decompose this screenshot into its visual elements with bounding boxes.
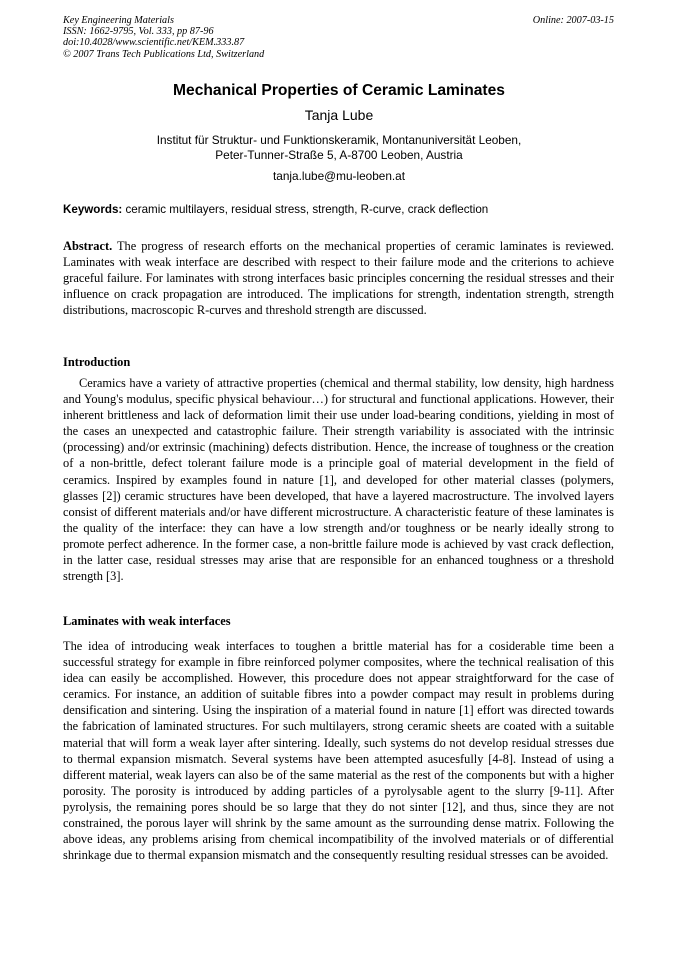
author-name: Tanja Lube xyxy=(304,107,374,123)
journal-doi: doi:10.4028/www.scientific.net/KEM.333.87 xyxy=(63,37,245,49)
abstract xyxy=(63,238,614,318)
journal-header xyxy=(63,15,264,60)
journal-name: Key Engineering Materials xyxy=(63,15,174,26)
affiliation xyxy=(0,133,678,163)
abstract-label: Abstract. xyxy=(63,239,113,253)
journal-copyright: © 2007 Trans Tech Publications Ltd, Switzerland xyxy=(63,48,265,60)
author-email: tanja.lube@mu-leoben.at xyxy=(273,169,405,183)
keywords-label: Keywords: xyxy=(63,203,123,216)
journal-issn: ISSN: 1662-9795, Vol. 333, pp 87-96 xyxy=(63,26,214,38)
introduction-paragraph: Ceramics have a variety of attractive properties (chemical and thermal stability, low density, high hardness and Young's modulus, specific physical behaviour…) for structural and functional applications. However, their inherent brittleness and lack of deformation limit their use under load-bearing conditions, yielding in most of the cases an unexpected and catastrophic failure. Their strength variability is associated with the intrinsic (processing) and/or extrinsic (machining) defects distribution. Hence, the increase of toughness or the creation of a non-brittle, defect tolerant failure mode is a principle goal of material development in the field of ceramics. Inspired by examples found in nature [1], and developed for other material classes (polymers, glasses [2]) ceramic structures have been developed, that have a layered macrostructure. The involved layers consist of different materials and/or have different microstructure. A characteristic feature of these laminates is the quality of the interface: they can have a low strength and/or toughness or be nearly ideally strong to promote perfect adherence. In the former case, a non-brittle failure mode is achieved by vast crack deflection, in the latter case, residual stresses may arise that are responsible for an enhanced toughness or a threshold strength [3]. xyxy=(63,376,614,584)
paper-title: Mechanical Properties of Ceramic Laminates xyxy=(173,82,505,99)
keywords xyxy=(63,203,488,217)
weak-interfaces-heading: Laminates with weak interfaces xyxy=(63,614,231,628)
abstract-text: The progress of research efforts on the mechanical properties of ceramic laminates is reviewed. Laminates with weak interface are described with respect to their failure mode and the criterions to achieve graceful failure. For laminates with strong interfaces basic principles concerning the residual stresses and their influence on crack propagation are introduced. The implications for strength, indentation strength, strength distributions, macroscopic R-curves and threshold strength are discussed. xyxy=(63,239,614,318)
weak-interfaces-paragraph: The idea of introducing weak interfaces to toughen a brittle material has for a cosiderable time been a successful strategy for example in fibre reinforced polymer composites, where the technical realisation of this idea can easily be accomplished. However, this procedure does not appear straightforward for the case of ceramics. For instance, an addition of suitable fibres into a powder compact may result in problems during densification and sintering. Using the inspiration of a material found in nature [1] effort was directed towards the fabrication of laminated structures. For such multilayers, strong ceramic sheets are coated with a suitable material that will form a weak layer after sintering. Ideally, such systems do not develop residual stresses due to thermal expansion mismatch. Several systems have been attempted asucesfully [4-8]. Instead of using a different material, weak layers can also be of the same material as the rest of the components but with a higher porosity. The porosity is introduced by adding particles of a pyrolysable agent to the slurry [9-11]. After pyrolysis, the remaining pores should be so large that they do not sinter [12], and thus, since they are not constrained, the porous layer will shrink by the same amount as the surrounding dense matrix. Following the above ideas, any problems arising from chemical incompatibility of the involved materials or of differential shrinkage due to thermal expansion mismatch and the consequently resulting residual stresses can be avoided. xyxy=(63,639,614,863)
introduction-heading: Introduction xyxy=(63,355,131,369)
keywords-text: ceramic multilayers, residual stress, strength, R-curve, crack deflection xyxy=(122,203,489,216)
affiliation-line-2: Peter-Tunner-Straße 5, A-8700 Leoben, Austria xyxy=(215,147,463,162)
affiliation-line-1: Institut für Struktur- und Funktionskeramik, Montanuniversität Leoben, xyxy=(156,133,522,147)
online-date: Online: 2007-03-15 xyxy=(532,15,614,26)
